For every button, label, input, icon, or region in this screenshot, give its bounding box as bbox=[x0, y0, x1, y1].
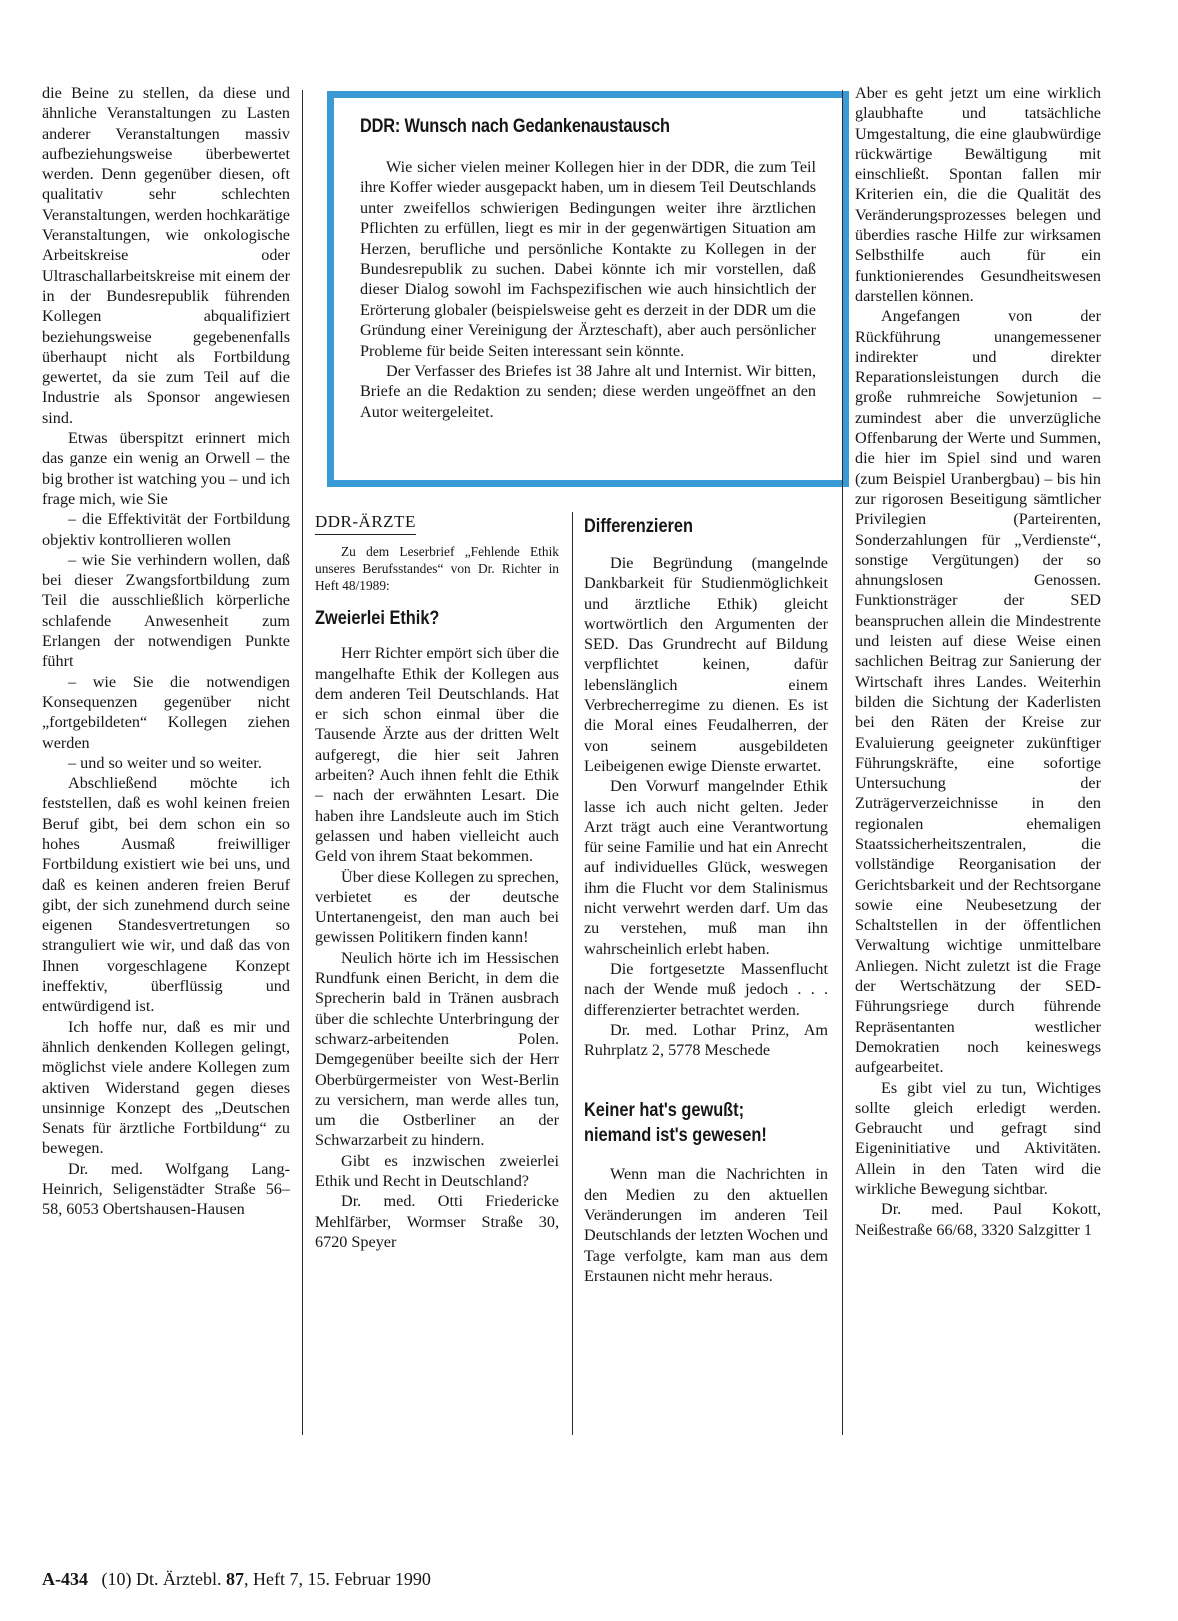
paragraph: Wenn man die Nachrichten in den Medien zu den aktuellen Veränderungen im anderen Teil Deutschlands der letzten Wochen und Tage verfolgte, kam man aus dem Erstaunen nicht mehr heraus. bbox=[584, 1165, 828, 1285]
column-rule bbox=[572, 512, 573, 1435]
footer-source: (10) Dt. Ärztebl. bbox=[101, 1569, 222, 1589]
signature: Dr. med. Otti Friedericke Mehlfärber, Wormser Straße 30, 6720 Speyer bbox=[315, 1192, 559, 1251]
article-heading: Differenzieren bbox=[584, 516, 693, 537]
list-item: – wie Sie verhindern wollen, daß bei dieser Zwangsfortbildung zum Teil die ausschließlich körperliche schlafende Anwesenheit zum Erlangen der notwendigen Punkte führt bbox=[42, 550, 290, 671]
list-item: – wie Sie die notwendigen Konsequenzen gegenüber nicht „fortgebildeten“ Kollegen ziehen werden bbox=[42, 672, 290, 752]
notice-title: DDR: Wunsch nach Gedankenaustausch bbox=[360, 116, 670, 137]
paragraph: Der Verfasser des Briefes ist 38 Jahre alt und Internist. Wir bitten, Briefe an die Redaktion zu senden; diese werden ungeöffnet an den Autor weitergeleitet. bbox=[360, 362, 816, 421]
rubric: DDR-ÄRZTE bbox=[315, 512, 416, 535]
list-item: – und so weiter und so weiter. bbox=[68, 753, 262, 772]
article-heading-line-2: niemand ist's gewesen! bbox=[584, 1125, 767, 1147]
column-rule bbox=[302, 90, 303, 1435]
footer-volume: 87 bbox=[225, 1569, 244, 1589]
paragraph: Abschließend möchte ich feststellen, daß es wohl keinen freien Beruf gibt, bei dem schon ein so hohes Ausmaß freiwilliger Fortbildung existiert wie bei uns, und daß es keinen anderen freien Beruf gibt, der sich zunehmend durch seine eigenen Standesvertretungen so stranguliert wie wir, und daß das von Ihnen vorgeschlagene Konzept ineffektiv, überflüssig und entwürdigend ist. bbox=[42, 774, 290, 1016]
paragraph: Gibt es inzwischen zweierlei Ethik und Recht in Deutschland? bbox=[315, 1151, 559, 1191]
article-heading: Zweierlei Ethik? bbox=[315, 608, 440, 630]
paragraph: Wie sicher vielen meiner Kollegen hier in der DDR, die zum Teil ihre Koffer wieder ausgepackt haben, um in diesem Teil Deutschlands unter zweifellos schwierigen Bedingungen weiter ihre ärztlichen Pflichten zu erfüllen, liegt es mir in der gegenwärtigen Situation am Herzen, berufliche und persönliche Kontakte zu Kollegen in der Bundesrepublik zu suchen. Dabei könnte ich mir vorstellen, daß dieser Dialog sowohl im Fachspezifischen wie auch hinsichtlich der Erörterung globaler (beispielsweise geht es derzeit in der DDR um die Gründung einer Vereinigung der Ärzteschaft), aber auch persönlicher Probleme für beide Seiten interessant sein könnte. bbox=[360, 158, 816, 360]
paragraph: Herr Richter empört sich über die mangelhafte Ethik der Kollegen aus dem anderen Teil Deutschlands. Hat er sich schon einmal über die Tausende Ärzte aus der dritten Welt aufgeregt, die hier seit Jahren arbeiten? Auch ihnen fehlt die Ethik – nach der erwähnten Lesart. Die haben ihre Landsleute auch im Stich gelassen und haben vielleicht auch Geld von ihrem Staat bekommen. bbox=[315, 644, 560, 866]
column-rule bbox=[842, 90, 843, 1435]
page-footer bbox=[42, 1569, 431, 1590]
paragraph: Den Vorwurf mangelnder Ethik lasse ich auch nicht gelten. Jeder Arzt trägt auch eine Verantwortung für seine Familie und hat ein Anrecht auf individuelles Glück, weswegen ihm die Flucht vor dem Stalinismus nicht verwehrt werden darf. Um das zu verstehen, muß man ihn wahrscheinlich erlebt haben. bbox=[584, 777, 828, 958]
column-1 bbox=[42, 83, 290, 1220]
column-4 bbox=[855, 83, 1101, 1240]
paragraph: Aber es geht jetzt um eine wirklich glaubhafte und tatsächliche Umgestaltung, die eine glaubwürdige rückwärtige Bewältigung mit einschließt. Spontan fallen mir Kriterien ein, die die Qualität des Veränderungsprozesses belegen und überdies rasche Hilfe zur wirksamen Selbsthilfe auch für ein funktionierendes Gesundheitswesen darstellen können. bbox=[855, 84, 1101, 305]
column-3 bbox=[584, 514, 828, 1286]
page-number: A-434 bbox=[42, 1569, 88, 1589]
paragraph: Angefangen von der Rückführung unangemessener indirekter und direkter Reparationsleistungen durch die große ruhmreiche Sowjetunion – zumindest aber die unverzügliche Offenbarung der Werte und Summen, die hier im Spiel sind und waren (zum Beispiel Uranbergbau) – bis hin zur rigorosen Beseitigung sämtlicher Privilegien (Parteirenten, Sonderzahlungen für „Verdienste“, sonstige Vergütungen) der so ahnungslosen Genossen. Funktionsträger der SED beanspruchen allein die Mindestrente und leisten auf diese Weise einen sachlichen Beitrag zur Sanierung der Wirtschaft ihres Landes. Weiterhin bilden die Sichtung der Kaderlisten bei den Räten der Kreise zur Evaluierung geeigneter zukünftiger Führungskräfte, eine sofortige Untersuchung der Zuträgerverzeichnisse in den regionalen ehemaligen Staatssicherheitszentralen, die vollständige Reorganisation der Gerichtsbarkeit und der Rechtsorgane sowie eine Neubesetzung der Schaltstellen in der öffentlichen Verwaltung wichtige unmittelbare Anliegen. Nicht zuletzt ist die Frage der Wertschätzung der SED-Führungsriege durch führende Repräsentanten westlicher Demokratien noch keineswegs aufgearbeitet. bbox=[855, 307, 1101, 1077]
article-heading: Keiner hat's gewußt; bbox=[584, 1100, 745, 1122]
paragraph: Ich hoffe nur, daß es mir und ähnlich denkenden Kollegen gelingt, möglichst viele andere Kollegen zum aktiven Widerstand gegen dieses unsinnige Konzept des „Deutschen Senats für ärztliche Fortbildung“ zu bewegen. bbox=[42, 1017, 290, 1158]
list-item: – die Effektivität der Fortbildung objektiv kontrollieren wollen bbox=[42, 510, 290, 549]
paragraph: Es gibt viel zu tun, Wichtiges sollte gleich erledigt werden. Gebraucht und gefragt sind Eigeninitiative und Aktivitäten. Allein in den Taten wird die wirkliche Bewegung sichtbar. bbox=[855, 1078, 1101, 1199]
notice-body bbox=[360, 157, 816, 422]
footer-issue: , Heft 7, 15. Februar 1990 bbox=[243, 1569, 431, 1589]
paragraph: Die fortgesetzte Massenflucht nach der Wende muß jedoch . . . differenzierter betrachtet werden. bbox=[584, 959, 828, 1019]
paragraph: Über diese Kollegen zu sprechen, verbietet es der deutsche Untertanengeist, den man auch bei gewissen Politikern finden kann! bbox=[315, 867, 559, 947]
column-2 bbox=[315, 512, 559, 1252]
signature: Dr. med. Wolfgang Lang-Heinrich, Seligenstädter Straße 56–58, 6053 Obertshausen-Hausen bbox=[42, 1159, 290, 1219]
paragraph: Die Begründung (mangelnde Dankbarkeit für Studienmöglichkeit und ärztliche Ethik) gleicht wortwörtlich den Argumenten der SED. Das Grundrecht auf Bildung verpflichtet keinen, dafür lebenslänglich einem Verbrecherregime zu dienen. Es ist die Moral eines Feudalherren, der von seinem ausgebildeten Leibeigenen ewige Dienste erwartet. bbox=[584, 554, 828, 775]
paragraph: Neulich hörte ich im Hessischen Rundfunk einen Bericht, in dem die Sprecherin bald in Tränen ausbrach über die schlechte Unterbringung der schwarz-arbeitenden Polen. Demgegenüber beeilte sich der Herr Oberbürgermeister von West-Berlin zu versichern, man werde alles tun, um die Ostberliner an der Schwarzarbeit zu hindern. bbox=[315, 948, 559, 1150]
paragraph: Etwas überspitzt erinnert mich das ganze ein wenig an Orwell – the big brother ist watching you – und ich frage mich, wie Sie bbox=[42, 429, 290, 508]
signature: Dr. med. Paul Kokott, Neißestraße 66/68, 3320 Salzgitter 1 bbox=[855, 1200, 1101, 1239]
intro-note: Zu dem Leserbrief „Fehlende Ethik unseres Berufsstandes“ von Dr. Richter in Heft 48/1989: bbox=[315, 544, 559, 594]
paragraph: die Beine zu stellen, da diese und ähnliche Veranstaltungen zu Lasten anderer Veranstaltungen massiv aufbeziehungsweise überbewertet werden. Denn gegenüber diesen, oft qualitativ sehr schlechten Veranstaltungen, werden hochkarätige Veranstaltungen, wie onkologische Arbeitskreise oder Ultraschallarbeitskreise mit einem der in der Bundesrepublik führenden Kollegen abqualifiziert beziehungsweise gegebenenfalls überhaupt nicht als Fortbildung gewertet, da sie zum Teil auf die Industrie als Sponsor angewiesen sind. bbox=[42, 84, 290, 427]
notice-box bbox=[327, 91, 849, 487]
signature: Dr. med. Lothar Prinz, Am Ruhrplatz 2, 5778 Meschede bbox=[584, 1020, 828, 1060]
